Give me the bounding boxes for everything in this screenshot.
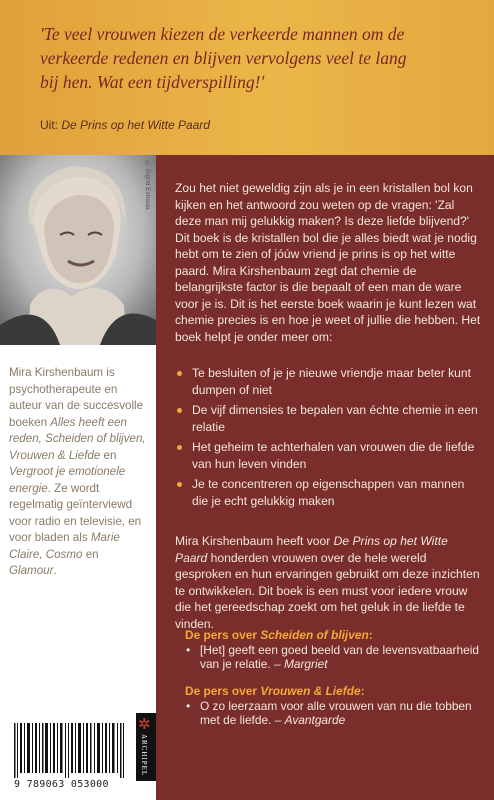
benefit-text: Je te concentreren op eigenschappen van mannen die je echt gelukkig maken [192,477,465,508]
press-review-quote [185,699,485,728]
publisher-logo [136,713,156,781]
press-quote-source: Avantgarde [284,713,346,727]
quote-source-prefix: Uit: [40,118,58,132]
quote-line: bij hen. Wat een tijdverspilling!' [40,72,265,92]
press-quote-text: [Het] geeft een goed beeld van de levensvatbaarheid van je relatie. – [200,642,479,671]
bullet-icon: • [186,698,191,713]
bio-text: Mira Kirshenbaum is psychotherapeute en auteur van de succesvolle boeken [9,366,144,429]
press-review-heading: De pers over Scheiden of blijven: [185,628,373,642]
publisher-name: ARCHIPEL [140,734,148,777]
outro-text: honderden vrouwen over de hele wereld gesproken en hun ervaringen gebruikt om deze inzichten te ontwikkelen. Dit boek is een must voor iedere vrouw die het gereedschap zoekt om het geluk in de liefde te vinden. [175,550,480,631]
benefit-text: De vijf dimensies te bepalen van échte chemie in een relatie [192,403,478,434]
bio-text: . Ze wordt regelmatig geïnterviewd voor radio en televisie, en voor bladen als [9,481,142,544]
description-outro [175,533,483,632]
press-quote-source: Margriet [283,657,328,671]
isbn-number: 9 789063 053000 [14,779,109,790]
press-review-heading: De pers over Vrouwen & Liefde: [185,684,365,698]
star-icon: ✲ [138,716,151,733]
bullet-icon [177,482,182,487]
photo-credit: © Sigrid Estrada [144,160,151,210]
benefit-item [175,439,483,472]
outro-text: Mira Kirshenbaum heeft voor [175,534,331,548]
author-bio [9,365,149,580]
quote-line: 'Te veel vrouwen kiezen de verkeerde mannen om de [40,24,405,44]
bullet-icon: • [186,642,191,657]
description-intro: Zou het niet geweldig zijn als je in een kristallen bol kon kijken en het antwoord zou weten op de vragen: 'Zal deze man mij gelukkig maken? Is deze liefde blijvend?' Dit boek is de kristallen bol die je alles biedt wat je nodig hebt om te zien of jóúw vriend je prins is op het witte paard. Mira Kirshenbaum zegt dat chemie de belangrijkste factor is die bepaalt of een man de ware voor je is. Dit is het eerste boek waarin je kunt lezen wat chemie precies is en hoe je weet of jullie die hebben. Het boek helpt je onder meer om: [175,181,481,344]
press-review [185,684,485,728]
quote-source-title: De Prins op het Witte Paard [61,118,210,132]
quote-line: verkeerde redenen en blijven vervolgens veel te lang [40,48,407,68]
barcode [14,723,126,778]
bio-text: en [85,547,99,561]
author-photo [0,155,156,345]
benefit-item [175,476,483,509]
back-cover-quote [40,22,470,94]
bio-book-titles: Alles heeft een reden, Scheiden of blijven, Vrouwen & Liefde [9,415,146,462]
press-review-quote [185,643,485,672]
author-portrait-illustration [0,155,156,345]
benefits-list [175,365,483,509]
bullet-icon [177,408,182,413]
benefit-item [175,402,483,435]
bio-text: . [53,564,57,577]
benefit-text: Het geheim te achterhalen van vrouwen die de liefde van hun leven vinden [192,440,475,471]
bullet-icon [177,445,182,450]
bio-magazines: Marie Claire, Cosmo [9,531,120,561]
press-review [185,628,485,672]
quote-source [40,118,210,132]
outro-book-title: De Prins op het Witte Paard [175,534,448,565]
benefit-item [175,365,483,398]
bio-text: en [103,448,117,462]
press-quote-text: O zo leerzaam voor alle vrouwen van nu die tobben met de liefde. – [200,698,472,727]
bullet-icon [177,371,182,376]
bio-magazine: Glamour [9,564,54,577]
book-description [175,180,483,632]
bio-book-title: Vergroot je emotionele energie [9,465,126,495]
benefit-text: Te besluiten of je je nieuwe vriendje maar beter kunt dumpen of niet [192,366,471,397]
